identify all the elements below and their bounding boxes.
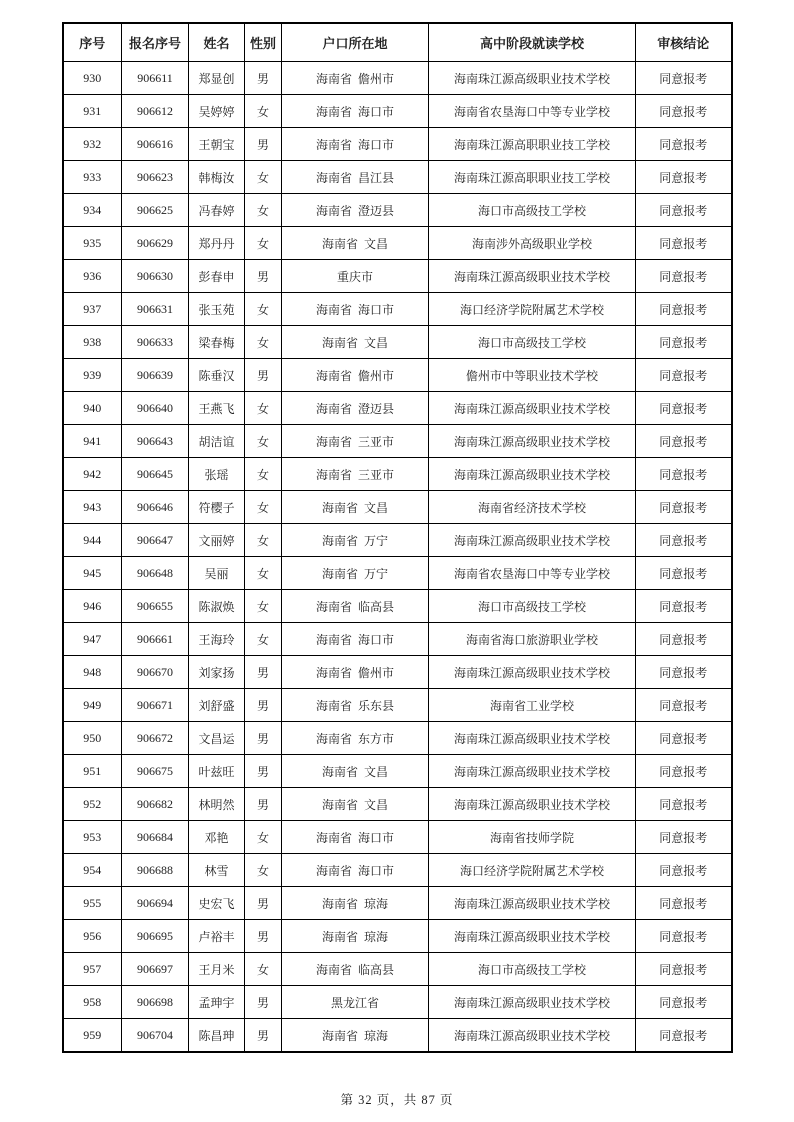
cell-school: 海南珠江源高级职业技术学校 xyxy=(429,425,636,458)
cell-residence: 重庆市 xyxy=(282,260,429,293)
cell-reg-no: 906646 xyxy=(122,491,189,524)
cell-reg-no: 906670 xyxy=(122,656,189,689)
table-row xyxy=(63,359,732,392)
cell-reg-no: 906639 xyxy=(122,359,189,392)
cell-residence: 海南省 文昌 xyxy=(282,227,429,260)
cell-seq: 931 xyxy=(63,95,122,128)
table-row xyxy=(63,491,732,524)
cell-seq: 952 xyxy=(63,788,122,821)
cell-name: 彭春申 xyxy=(189,260,245,293)
table-row xyxy=(63,95,732,128)
cell-seq: 948 xyxy=(63,656,122,689)
cell-conclusion: 同意报考 xyxy=(636,62,732,95)
cell-seq: 949 xyxy=(63,689,122,722)
cell-conclusion: 同意报考 xyxy=(636,755,732,788)
table-row xyxy=(63,854,732,887)
cell-conclusion: 同意报考 xyxy=(636,293,732,326)
cell-school: 海南珠江源高职职业技工学校 xyxy=(429,161,636,194)
cell-conclusion: 同意报考 xyxy=(636,623,732,656)
cell-gender: 女 xyxy=(245,326,282,359)
cell-school: 海南珠江源高级职业技术学校 xyxy=(429,260,636,293)
cell-reg-no: 906640 xyxy=(122,392,189,425)
table-row xyxy=(63,227,732,260)
cell-reg-no: 906672 xyxy=(122,722,189,755)
cell-name: 叶兹旺 xyxy=(189,755,245,788)
cell-seq: 936 xyxy=(63,260,122,293)
cell-residence: 黑龙江省 xyxy=(282,986,429,1019)
cell-residence: 海南省 儋州市 xyxy=(282,656,429,689)
cell-gender: 女 xyxy=(245,227,282,260)
cell-gender: 男 xyxy=(245,62,282,95)
table-row xyxy=(63,623,732,656)
cell-gender: 女 xyxy=(245,425,282,458)
cell-conclusion: 同意报考 xyxy=(636,227,732,260)
cell-reg-no: 906633 xyxy=(122,326,189,359)
cell-gender: 女 xyxy=(245,392,282,425)
cell-residence: 海南省 临高县 xyxy=(282,953,429,986)
cell-conclusion: 同意报考 xyxy=(636,524,732,557)
cell-gender: 男 xyxy=(245,656,282,689)
cell-name: 孟珅宇 xyxy=(189,986,245,1019)
column-header-name: 姓名 xyxy=(189,23,245,62)
cell-seq: 943 xyxy=(63,491,122,524)
cell-gender: 女 xyxy=(245,821,282,854)
table-row xyxy=(63,656,732,689)
table-row xyxy=(63,425,732,458)
cell-name: 郑显创 xyxy=(189,62,245,95)
cell-gender: 男 xyxy=(245,1019,282,1053)
cell-reg-no: 906630 xyxy=(122,260,189,293)
cell-seq: 942 xyxy=(63,458,122,491)
table-row xyxy=(63,755,732,788)
cell-name: 吴婷婷 xyxy=(189,95,245,128)
cell-conclusion: 同意报考 xyxy=(636,986,732,1019)
cell-reg-no: 906661 xyxy=(122,623,189,656)
cell-seq: 945 xyxy=(63,557,122,590)
cell-conclusion: 同意报考 xyxy=(636,128,732,161)
cell-residence: 海南省 海口市 xyxy=(282,293,429,326)
cell-conclusion: 同意报考 xyxy=(636,821,732,854)
cell-conclusion: 同意报考 xyxy=(636,194,732,227)
table-row xyxy=(63,887,732,920)
column-header-gender: 性别 xyxy=(245,23,282,62)
cell-conclusion: 同意报考 xyxy=(636,458,732,491)
cell-reg-no: 906697 xyxy=(122,953,189,986)
cell-name: 刘家扬 xyxy=(189,656,245,689)
cell-school: 海口市高级技工学校 xyxy=(429,326,636,359)
cell-gender: 女 xyxy=(245,953,282,986)
cell-seq: 947 xyxy=(63,623,122,656)
cell-conclusion: 同意报考 xyxy=(636,656,732,689)
cell-name: 史宏飞 xyxy=(189,887,245,920)
cell-seq: 932 xyxy=(63,128,122,161)
cell-gender: 男 xyxy=(245,986,282,1019)
cell-gender: 男 xyxy=(245,128,282,161)
cell-reg-no: 906645 xyxy=(122,458,189,491)
cell-conclusion: 同意报考 xyxy=(636,953,732,986)
cell-reg-no: 906616 xyxy=(122,128,189,161)
cell-reg-no: 906623 xyxy=(122,161,189,194)
cell-seq: 950 xyxy=(63,722,122,755)
cell-gender: 女 xyxy=(245,293,282,326)
cell-conclusion: 同意报考 xyxy=(636,95,732,128)
cell-conclusion: 同意报考 xyxy=(636,590,732,623)
cell-reg-no: 906631 xyxy=(122,293,189,326)
cell-name: 文昌运 xyxy=(189,722,245,755)
cell-seq: 955 xyxy=(63,887,122,920)
table-row xyxy=(63,557,732,590)
cell-seq: 933 xyxy=(63,161,122,194)
cell-residence: 海南省 琼海 xyxy=(282,920,429,953)
cell-conclusion: 同意报考 xyxy=(636,788,732,821)
column-header-reg-no: 报名序号 xyxy=(122,23,189,62)
cell-name: 冯春婷 xyxy=(189,194,245,227)
cell-conclusion: 同意报考 xyxy=(636,161,732,194)
cell-residence: 海南省 三亚市 xyxy=(282,458,429,491)
column-header-school: 高中阶段就读学校 xyxy=(429,23,636,62)
cell-gender: 女 xyxy=(245,623,282,656)
cell-conclusion: 同意报考 xyxy=(636,689,732,722)
cell-school: 海南珠江源高职职业技工学校 xyxy=(429,128,636,161)
cell-school: 海口市高级技工学校 xyxy=(429,194,636,227)
table-row xyxy=(63,590,732,623)
cell-residence: 海南省 澄迈县 xyxy=(282,392,429,425)
cell-school: 海南珠江源高级职业技术学校 xyxy=(429,392,636,425)
cell-seq: 930 xyxy=(63,62,122,95)
cell-school: 海南省经济技术学校 xyxy=(429,491,636,524)
table-row xyxy=(63,128,732,161)
table-row xyxy=(63,689,732,722)
column-header-seq: 序号 xyxy=(63,23,122,62)
cell-reg-no: 906647 xyxy=(122,524,189,557)
cell-residence: 海南省 昌江县 xyxy=(282,161,429,194)
cell-seq: 951 xyxy=(63,755,122,788)
cell-reg-no: 906671 xyxy=(122,689,189,722)
cell-name: 吴丽 xyxy=(189,557,245,590)
cell-residence: 海南省 儋州市 xyxy=(282,359,429,392)
cell-residence: 海南省 澄迈县 xyxy=(282,194,429,227)
cell-school: 海南省工业学校 xyxy=(429,689,636,722)
cell-name: 张玉苑 xyxy=(189,293,245,326)
cell-seq: 935 xyxy=(63,227,122,260)
cell-residence: 海南省 万宁 xyxy=(282,557,429,590)
cell-seq: 958 xyxy=(63,986,122,1019)
cell-name: 陈淑焕 xyxy=(189,590,245,623)
cell-gender: 女 xyxy=(245,95,282,128)
cell-seq: 937 xyxy=(63,293,122,326)
cell-name: 文丽婷 xyxy=(189,524,245,557)
cell-conclusion: 同意报考 xyxy=(636,392,732,425)
cell-residence: 海南省 海口市 xyxy=(282,95,429,128)
cell-name: 王朝宝 xyxy=(189,128,245,161)
cell-gender: 男 xyxy=(245,887,282,920)
cell-reg-no: 906682 xyxy=(122,788,189,821)
cell-reg-no: 906698 xyxy=(122,986,189,1019)
cell-school: 海南珠江源高级职业技术学校 xyxy=(429,656,636,689)
cell-name: 刘舒盛 xyxy=(189,689,245,722)
cell-gender: 男 xyxy=(245,359,282,392)
cell-reg-no: 906643 xyxy=(122,425,189,458)
cell-name: 张瑶 xyxy=(189,458,245,491)
cell-gender: 男 xyxy=(245,788,282,821)
page-number: 第 32 页，共 87 页 xyxy=(340,1093,454,1107)
cell-gender: 女 xyxy=(245,590,282,623)
cell-gender: 女 xyxy=(245,557,282,590)
cell-reg-no: 906694 xyxy=(122,887,189,920)
cell-gender: 男 xyxy=(245,722,282,755)
cell-conclusion: 同意报考 xyxy=(636,920,732,953)
table-body xyxy=(63,62,732,1053)
cell-conclusion: 同意报考 xyxy=(636,491,732,524)
cell-school: 海南珠江源高级职业技术学校 xyxy=(429,986,636,1019)
table-header xyxy=(63,23,732,62)
cell-school: 海南珠江源高级职业技术学校 xyxy=(429,755,636,788)
table-row xyxy=(63,953,732,986)
cell-reg-no: 906695 xyxy=(122,920,189,953)
cell-reg-no: 906648 xyxy=(122,557,189,590)
cell-name: 邓艳 xyxy=(189,821,245,854)
cell-residence: 海南省 琼海 xyxy=(282,887,429,920)
cell-seq: 959 xyxy=(63,1019,122,1053)
cell-gender: 男 xyxy=(245,755,282,788)
cell-school: 海南省农垦海口中等专业学校 xyxy=(429,95,636,128)
cell-conclusion: 同意报考 xyxy=(636,887,732,920)
cell-conclusion: 同意报考 xyxy=(636,359,732,392)
table-row xyxy=(63,986,732,1019)
cell-seq: 956 xyxy=(63,920,122,953)
cell-name: 陈昌珅 xyxy=(189,1019,245,1053)
cell-school: 海南珠江源高级职业技术学校 xyxy=(429,722,636,755)
header-row xyxy=(63,23,732,62)
cell-school: 海口经济学院附属艺术学校 xyxy=(429,854,636,887)
cell-residence: 海南省 儋州市 xyxy=(282,62,429,95)
cell-seq: 934 xyxy=(63,194,122,227)
cell-reg-no: 906629 xyxy=(122,227,189,260)
cell-name: 陈垂汉 xyxy=(189,359,245,392)
table-row xyxy=(63,260,732,293)
cell-name: 王海玲 xyxy=(189,623,245,656)
cell-seq: 954 xyxy=(63,854,122,887)
column-header-conclusion: 审核结论 xyxy=(636,23,732,62)
cell-reg-no: 906688 xyxy=(122,854,189,887)
cell-gender: 女 xyxy=(245,458,282,491)
cell-gender: 女 xyxy=(245,194,282,227)
cell-school: 海口市高级技工学校 xyxy=(429,590,636,623)
cell-residence: 海南省 海口市 xyxy=(282,128,429,161)
cell-reg-no: 906612 xyxy=(122,95,189,128)
table-row xyxy=(63,920,732,953)
table-row xyxy=(63,1019,732,1053)
cell-gender: 女 xyxy=(245,524,282,557)
table-row xyxy=(63,326,732,359)
cell-reg-no: 906625 xyxy=(122,194,189,227)
cell-school: 海南省海口旅游职业学校 xyxy=(429,623,636,656)
cell-gender: 女 xyxy=(245,491,282,524)
cell-school: 海南珠江源高级职业技术学校 xyxy=(429,1019,636,1053)
column-header-residence: 户口所在地 xyxy=(282,23,429,62)
cell-reg-no: 906611 xyxy=(122,62,189,95)
cell-conclusion: 同意报考 xyxy=(636,425,732,458)
cell-gender: 男 xyxy=(245,920,282,953)
cell-gender: 女 xyxy=(245,854,282,887)
cell-residence: 海南省 临高县 xyxy=(282,590,429,623)
cell-name: 卢裕丰 xyxy=(189,920,245,953)
cell-residence: 海南省 东方市 xyxy=(282,722,429,755)
applicants-table xyxy=(62,22,733,1053)
cell-name: 王月米 xyxy=(189,953,245,986)
table-row xyxy=(63,788,732,821)
cell-residence: 海南省 三亚市 xyxy=(282,425,429,458)
cell-reg-no: 906675 xyxy=(122,755,189,788)
cell-school: 儋州市中等职业技术学校 xyxy=(429,359,636,392)
cell-residence: 海南省 文昌 xyxy=(282,326,429,359)
cell-school: 海南省技师学院 xyxy=(429,821,636,854)
cell-gender: 男 xyxy=(245,689,282,722)
cell-conclusion: 同意报考 xyxy=(636,1019,732,1053)
cell-residence: 海南省 文昌 xyxy=(282,755,429,788)
table-row xyxy=(63,821,732,854)
cell-conclusion: 同意报考 xyxy=(636,854,732,887)
cell-gender: 男 xyxy=(245,260,282,293)
cell-name: 胡洁谊 xyxy=(189,425,245,458)
cell-residence: 海南省 琼海 xyxy=(282,1019,429,1053)
table-row xyxy=(63,62,732,95)
cell-gender: 女 xyxy=(245,161,282,194)
cell-school: 海南珠江源高级职业技术学校 xyxy=(429,524,636,557)
cell-school: 海南珠江源高级职业技术学校 xyxy=(429,788,636,821)
table-row xyxy=(63,161,732,194)
cell-seq: 946 xyxy=(63,590,122,623)
cell-school: 海南省农垦海口中等专业学校 xyxy=(429,557,636,590)
cell-reg-no: 906655 xyxy=(122,590,189,623)
cell-school: 海南珠江源高级职业技术学校 xyxy=(429,887,636,920)
cell-seq: 940 xyxy=(63,392,122,425)
table-row xyxy=(63,524,732,557)
cell-name: 梁春梅 xyxy=(189,326,245,359)
cell-residence: 海南省 万宁 xyxy=(282,524,429,557)
cell-conclusion: 同意报考 xyxy=(636,557,732,590)
cell-seq: 957 xyxy=(63,953,122,986)
table-row xyxy=(63,194,732,227)
cell-school: 海南涉外高级职业学校 xyxy=(429,227,636,260)
cell-seq: 941 xyxy=(63,425,122,458)
cell-residence: 海南省 文昌 xyxy=(282,788,429,821)
table-row xyxy=(63,392,732,425)
cell-residence: 海南省 海口市 xyxy=(282,821,429,854)
cell-school: 海南珠江源高级职业技术学校 xyxy=(429,458,636,491)
cell-reg-no: 906684 xyxy=(122,821,189,854)
cell-school: 海南珠江源高级职业技术学校 xyxy=(429,62,636,95)
cell-school: 海南珠江源高级职业技术学校 xyxy=(429,920,636,953)
table-row xyxy=(63,293,732,326)
cell-conclusion: 同意报考 xyxy=(636,722,732,755)
cell-school: 海口经济学院附属艺术学校 xyxy=(429,293,636,326)
cell-conclusion: 同意报考 xyxy=(636,326,732,359)
cell-reg-no: 906704 xyxy=(122,1019,189,1053)
cell-name: 符樱子 xyxy=(189,491,245,524)
cell-name: 林雪 xyxy=(189,854,245,887)
cell-school: 海口市高级技工学校 xyxy=(429,953,636,986)
cell-seq: 939 xyxy=(63,359,122,392)
table-row xyxy=(63,458,732,491)
cell-residence: 海南省 乐东县 xyxy=(282,689,429,722)
cell-seq: 953 xyxy=(63,821,122,854)
table-row xyxy=(63,722,732,755)
cell-seq: 944 xyxy=(63,524,122,557)
cell-name: 林明然 xyxy=(189,788,245,821)
cell-conclusion: 同意报考 xyxy=(636,260,732,293)
cell-residence: 海南省 海口市 xyxy=(282,854,429,887)
cell-residence: 海南省 文昌 xyxy=(282,491,429,524)
cell-seq: 938 xyxy=(63,326,122,359)
cell-residence: 海南省 海口市 xyxy=(282,623,429,656)
cell-name: 王燕飞 xyxy=(189,392,245,425)
cell-name: 郑丹丹 xyxy=(189,227,245,260)
cell-name: 韩梅汝 xyxy=(189,161,245,194)
